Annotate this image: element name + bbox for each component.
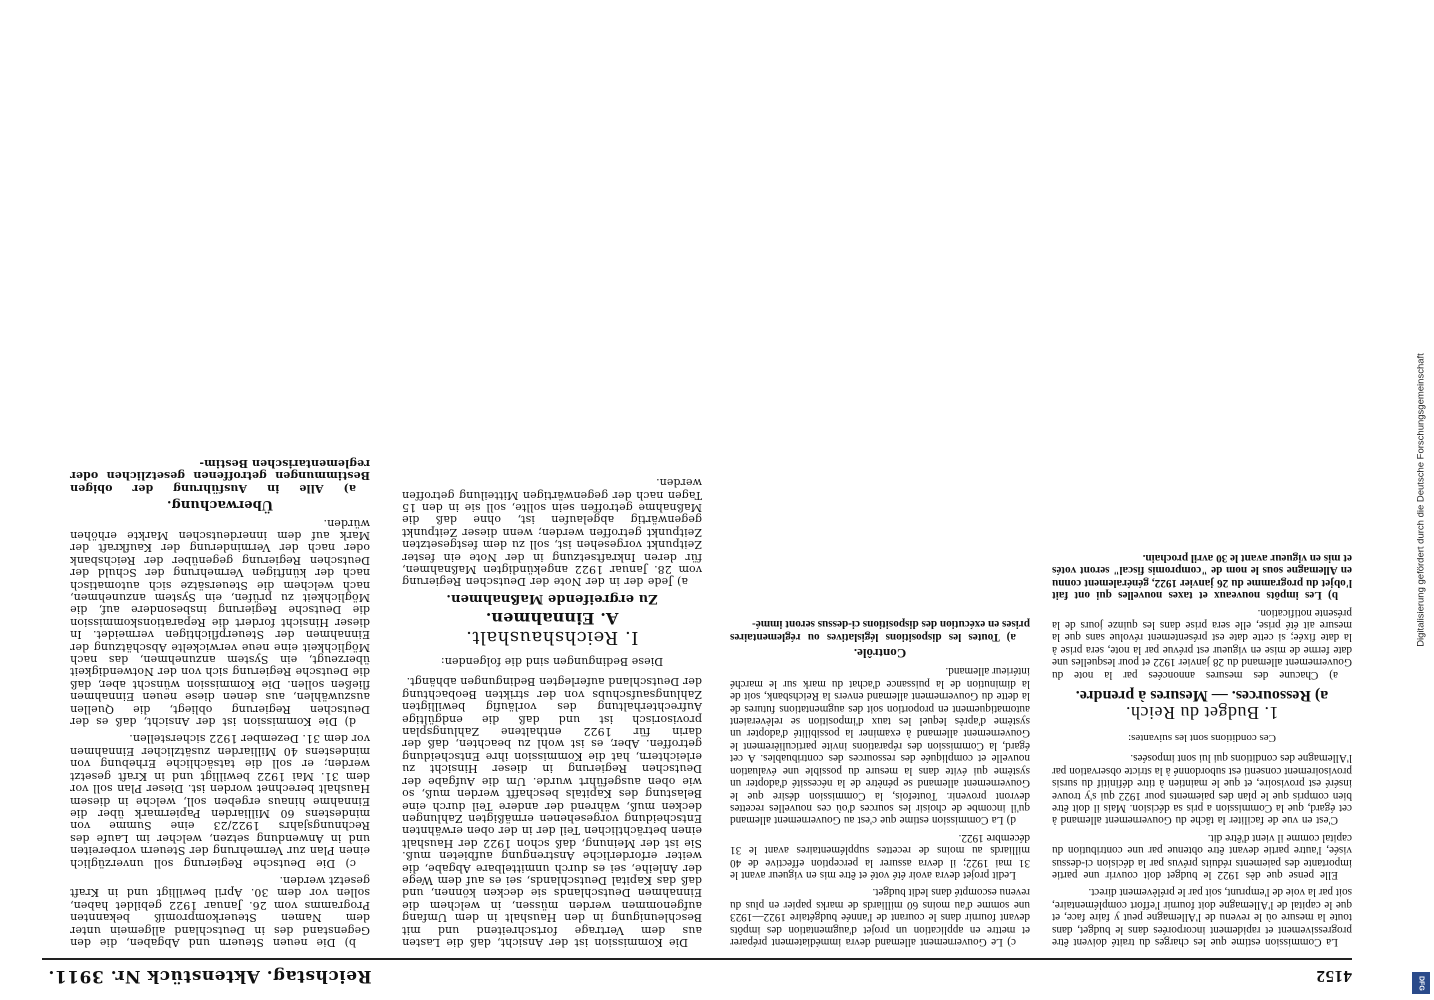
fr-paragraph: C'est en vue de faciliter la tâche du Gouvernement allemand à cet égard, que la Commission a pris sa décision. Mais il doit être bien compris que le plan des paiements pour 1922 qui s'y trouve inséré est provisoire, et que le maintien à titre définitif du sursis provisoirement consenti est subordonné à la stricte observation par l'Allemagne des conditions qui lui sont imposées.	[1052, 752, 1352, 827]
de-subsection-title: A. Einnahmen.	[485, 609, 619, 629]
fr-section-title: 1. Budget du Reich.	[1125, 703, 1279, 724]
fr-paragraph: Elle pense que dès 1922 le budget doit couvrir une partie importante des paiements réduits prévus par la décision ci-dessus visée, l'autre partie devant être obtenue par une contribution du capital comme il vient d'être dit.	[1052, 831, 1352, 881]
french-column-left	[1052, 547, 1352, 948]
de-control-title: Überwachung.	[166, 497, 274, 513]
fr-item-b: b) Les impôts nouveaux et taxes nouvelles qui ont fait l'objet du programme du 26 janvier 1922, généralement connu en Allemagne sous le nom de "compromis fiscal" seront votés et mis en vigueur avant le 30 avril prochain.	[1052, 552, 1352, 602]
de-control-text: a) Alle in Ausführung der obigen Bestimmungen getroffenen gesetzlichen oder reglementarischen Bestim-	[70, 456, 370, 495]
de-subsection-sub: Zu ergreifende Maßnahmen.	[446, 590, 658, 606]
header-rule	[42, 958, 1352, 960]
de-item-c: c) Die Deutsche Regierung soll unverzüglich einen Plan zur Vermehrung der Steuern vorbereiten und in Anwendung setzen, welcher im Laufe des Rechnungsjahrs 1922/23 eine Summe von mindestens 60 Milliarden Papiermark über die Einnahme hinaus ergeben soll, welche in diesem Haushalt berechnet worden ist. Dieser Plan soll vor dem 31. Mai 1922 bewilligt und in Kraft gesetzt werden; er soll die tatsächliche Erhebung von mindestens 40 Milliarden zusätzlicher Einnahmen vor dem 31. Dezember 1922 sicherstellen.	[70, 732, 370, 870]
fr-item-c: c) Le Gouvernement allemand devra immédiatement préparer et mettre en application un projet d'augmentation des impôts devant fournir dans le courant de l'année budgétaire 1922—1923 une somme d'au moins 60 milliards de marks papier en plus du revenu escompté dans ledit budget.	[730, 886, 1030, 948]
fr-paragraph: La Commission estime que les charges du traité doivent être progressivement et rapidement incorporées dans le budget, dans toute la mesure où le revenu de l'Allemagne peut y faire face, et que le capital de l'Allemagne doit fournir l'effort complémentaire, soit par la voie de l'emprunt, soit par le prélèvement direct.	[1052, 886, 1352, 948]
german-column-left	[402, 471, 702, 948]
fr-item-a: a) Chacune des mesures annoncées par la note du Gouvernement allemand du 28 janvier 1922 et pour lesquelles une date ferme de mise en vigueur est prévue par la note, sera prise à la date fixée; si cette date est présentement révolue sans que la mesure ait été prise, elle sera prise dans les quinze jours de la présente notification.	[1052, 606, 1352, 681]
de-item-a: a) Jede der in der Note der Deutschen Regierung vom 28. Januar 1922 angekündigten Maßnahmen, für deren Inkraftsetzung in der Note ein fester Zeitpunkt vorgesehen ist, soll zu dem festgesetzten Zeitpunkt getroffen werden; wenn dieser Zeitpunkt gegenwärtig abgelaufen ist, ohne daß die Maßnahme getroffen sein sollte, soll sie in den 15 Tagen nach der gegenwärtigen Mitteilung getroffen werden.	[402, 476, 702, 589]
de-paragraph: Die Kommission ist der Ansicht, daß die Lasten aus dem Vertrage fortschreitend und mit Beschleunigung in den Haushalt in dem Umfang aufgenommen werden müssen, in welchem die Einnahmen Deutschlands sie decken können, und daß das Kapital Deutschlands, sei es auf dem Wege der Anleihe, sei es durch unmittelbare Abgabe, die weiter erforderliche Anstrengung aufbieten muß. Sie ist der Meinung, daß schon 1922 der Haushalt einen beträchtlichen Teil der in der oben erwähnten Entscheidung vorgesehenen ermäßigten Zahlungen decken muß, während der andere Teil durch eine Belastung des Kapitals beschafft werden muß, so wie oben ausgeführt wurde. Um die Aufgabe der Deutschen Regierung in dieser Hinsicht zu erleichtern, hat die Kommission ihre Entscheidung getroffen. Aber, es ist wohl zu beachten, daß der darin für 1922 enthaltene Zahlungsplan provisorisch ist und daß die endgültige Aufrechterhaltung des vorläufig bewilligten Zahlungsaufschubs von der strikten Beobachtung der Deutschland auferlegten Bedingungen abhängt.	[402, 675, 702, 949]
fr-control-text: a) Toutes les dispositions législatives ou réglementaires prises en exécution des dispositions ci-dessus seront immé-	[730, 618, 1030, 643]
de-item-d: d) Die Kommission ist der Ansicht, daß es der Deutschen Regierung obliegt, die Quellen auszuwählen, aus denen diese neuen Einnahmen fließen sollen. Die Kommission wünscht aber, daß die Deutsche Regierung sich von der Notwendigkeit überzeugt, ein System anzunehmen, das nach Möglichkeit eine neue verwickelte Abschätzung der Einnahmen der Steuerpflichtigen vermeidet. In dieser Hinsicht fordert die Reparationskommission die Deutsche Regierung insbesondere auf, die Möglichkeit zu prüfen, ein System anzunehmen, nach welchem die Steuersätze sich automatisch nach der künftigen Vermehrung der Schuld der Deutschen Regierung gegenüber der Reichsbank oder nach der Verminderung der Kaufkraft der Mark auf dem innerdeutschen Markte erhöhen würden.	[70, 516, 370, 729]
de-section-title: I. Reichshaushalt.	[465, 626, 639, 648]
dfg-logo: DFG	[1412, 972, 1430, 994]
digitization-note	[1410, 0, 1432, 1000]
fr-item-c-cont: Ledit projet devra avoir été voté et être mis en vigueur avant le 31 mai 1922; il devra assurer la perception effective de 40 milliards au moins de recettes supplémentaires avant le 31 décembre 1922.	[730, 831, 1030, 881]
german-column-right	[70, 452, 370, 948]
digitization-note-text: Digitalisierung gefördert durch die Deutsche Forschungsgemeinschaft	[1415, 353, 1427, 647]
de-item-b: b) Die neuen Steuern und Abgaben, die den Gegenstand des in Deutschland allgemein unter dem Namen Steuerkompromiß bekannten Programms vom 26. Januar 1922 gebildet haben, sollen vor dem 30. April bewilligt und in Kraft gesetzt werden.	[70, 873, 370, 949]
french-column-right	[730, 613, 1030, 948]
fr-conditions-intro: Ces conditions sont les suivantes:	[1128, 731, 1276, 744]
fr-item-d: d) La Commission estime que c'est au Gouvernement allemand qu'il incombe de choisir les sources d'où ces nouvelles recettes devront provenir. Toutefois, la Commission désire que le Gouvernement allemand se pénètre de la nécessité d'adopter un système qui évite dans la mesure du possible une évaluation nouvelle et compliquée des ressources des contribuables. A cet égard, la Commission des réparations invite particulièrement le Gouvernement allemand à examiner la possibilité d'adopter un système d'après lequel les taux d'imposition se relèveraient automatiquement en proportion soit des augmentations futures de la dette du Gouvernement allemand envers la Reichsbank, soit de la diminution de la puissance d'achat du mark sur le marché intérieur allemand.	[730, 665, 1030, 827]
fr-control-title: Contrôle.	[853, 646, 907, 662]
de-conditions-intro: Diese Bedingungen sind die folgenden:	[440, 655, 664, 669]
page-number: 4152	[1316, 967, 1352, 986]
running-title: Reichstag. Aktenstück Nr. 3911.	[48, 966, 372, 986]
fr-subsection-title: a) Ressources. — Mesures à prendre.	[1075, 687, 1329, 705]
